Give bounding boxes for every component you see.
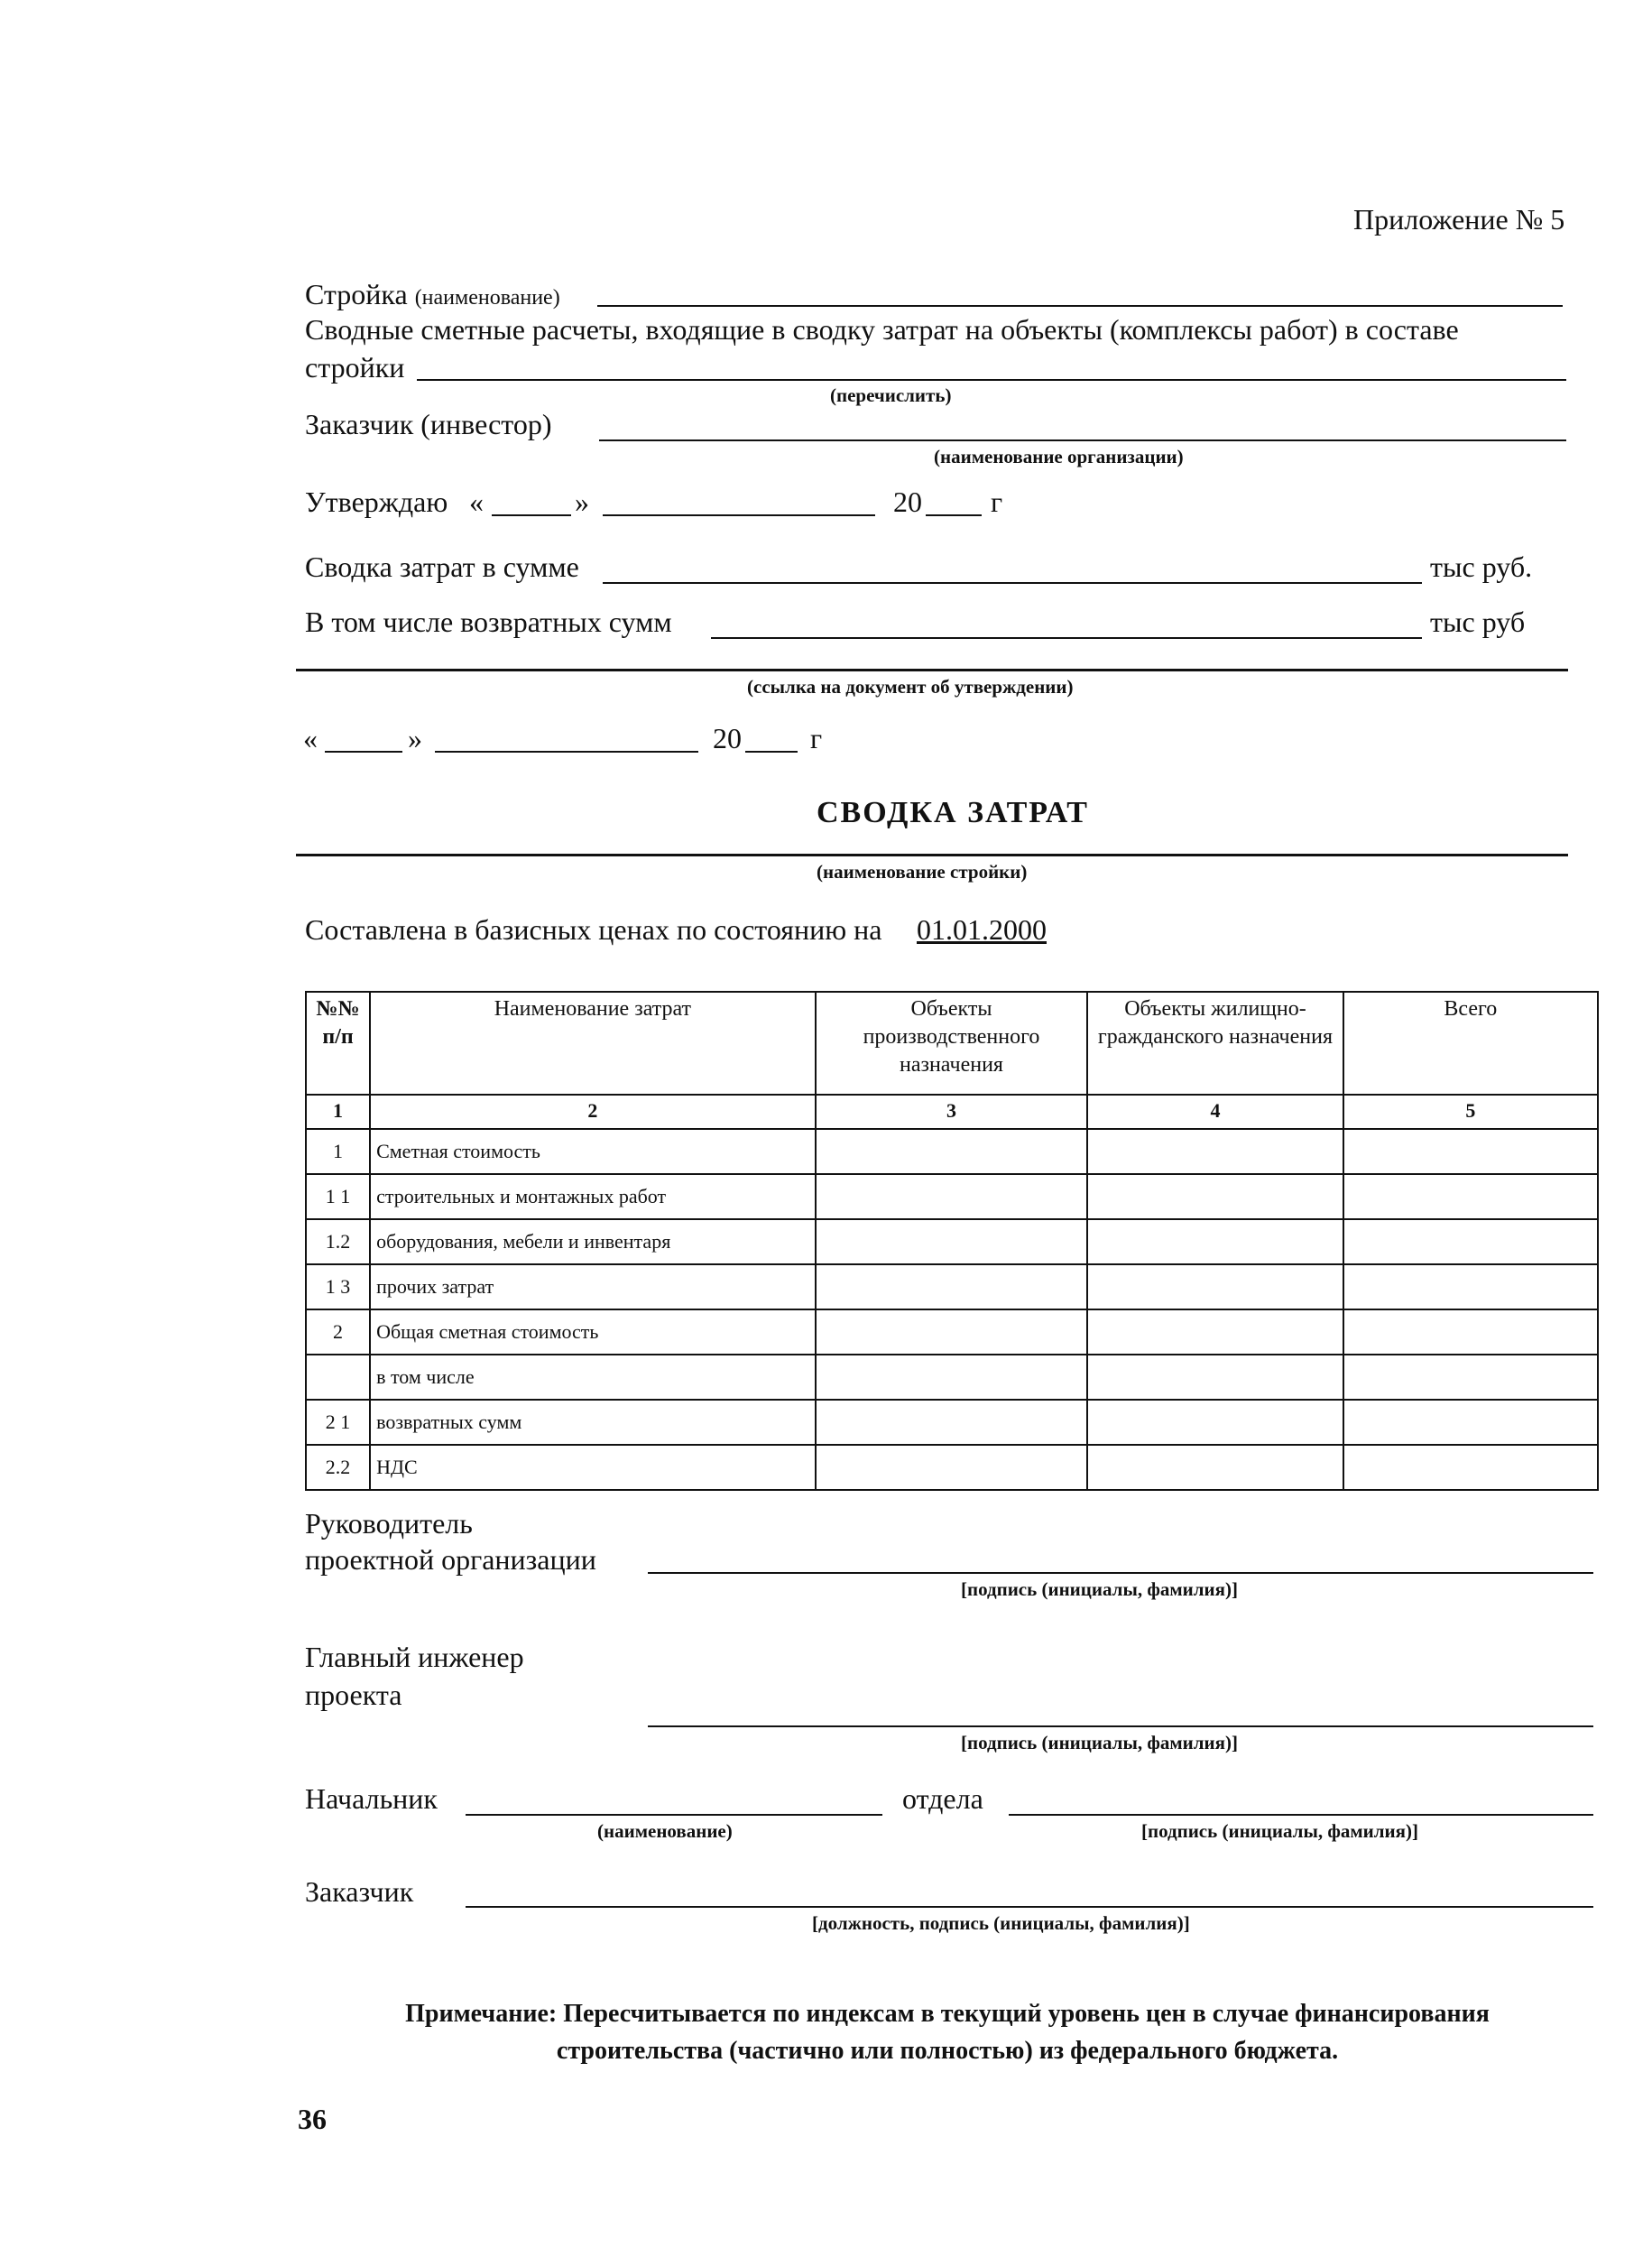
- org-name-hint: (наименование организации): [934, 446, 1184, 467]
- cell-empty[interactable]: [816, 1129, 1088, 1174]
- perechislit-hint: (перечислить): [830, 384, 952, 406]
- year-field-line-2: [745, 751, 798, 753]
- header-total: Всего: [1343, 992, 1598, 1095]
- col-number: 4: [1087, 1095, 1343, 1129]
- table-header-row: [306, 992, 1598, 1095]
- cell-empty[interactable]: [1087, 1219, 1343, 1264]
- glavnyi-signature-line: [648, 1725, 1593, 1727]
- podpis-hint-2: [подпись (инициалы, фамилия)]: [961, 1732, 1239, 1753]
- note-line-1: Примечание: Пересчитывается по индексам в текущий уровень цен в случае финансирования: [405, 2000, 1490, 2028]
- glavnyi-label-2: проекта: [305, 1679, 402, 1711]
- rukovoditel-label-1: Руководитель: [305, 1507, 473, 1540]
- cell-empty[interactable]: [1343, 1355, 1598, 1400]
- row-name: Сметная стоимость: [370, 1129, 816, 1174]
- vozvrat-field-line: [711, 637, 1422, 639]
- stroika-field-line: [597, 305, 1563, 307]
- quote-open: «: [469, 486, 484, 518]
- header-name: Наименование затрат: [370, 992, 816, 1095]
- svodnye-text-1: Сводные сметные расчеты, входящие в сводку затрат на объекты (комплексы работ) в составе: [305, 313, 1459, 346]
- summa-unit: тыс руб.: [1430, 550, 1533, 583]
- cell-empty[interactable]: [1087, 1355, 1343, 1400]
- cell-empty[interactable]: [816, 1219, 1088, 1264]
- dolzhnost-hint: [должность, подпись (инициалы, фамилия)]: [812, 1912, 1190, 1934]
- nachalnik-label: Начальник: [305, 1782, 438, 1815]
- podpis-hint-3: [подпись (инициалы, фамилия)]: [1141, 1820, 1419, 1842]
- stroika-hint: (наименование): [414, 286, 560, 310]
- quote-close: »: [575, 486, 589, 518]
- glavnyi-label-1: Главный инженер: [305, 1641, 524, 1673]
- month-field-line-2: [435, 751, 698, 753]
- year-suffix-2: г: [810, 722, 823, 754]
- summa-field-line: [603, 582, 1422, 584]
- cell-empty[interactable]: [1343, 1264, 1598, 1309]
- appendix-label: Приложение № 5: [1353, 203, 1565, 236]
- cell-empty[interactable]: [816, 1355, 1088, 1400]
- row-number: 1 1: [306, 1174, 370, 1219]
- rukovoditel-signature-line: [648, 1572, 1593, 1574]
- note: [298, 1996, 1597, 2069]
- col-number: 2: [370, 1095, 816, 1129]
- row-number: 1: [306, 1129, 370, 1174]
- svodnye-field-line: [417, 379, 1566, 381]
- ssylka-field-line: [296, 669, 1568, 671]
- table-row: [306, 1355, 1598, 1400]
- stroika-text: Стройка: [305, 278, 408, 310]
- zakazchik-field-line: [599, 439, 1566, 441]
- year-field-line: [926, 514, 982, 516]
- year-suffix: г: [991, 486, 1003, 518]
- svodnye-text-2: стройки: [305, 351, 405, 384]
- row-number: [306, 1355, 370, 1400]
- cell-empty[interactable]: [816, 1174, 1088, 1219]
- base-date: 01.01.2000: [917, 913, 1047, 946]
- zakazchik-investor-label: Заказчик (инвестор): [305, 408, 552, 440]
- vozvrat-unit: тыс руб: [1430, 606, 1526, 638]
- cell-empty[interactable]: [1087, 1400, 1343, 1445]
- row-name: возвратных сумм: [370, 1400, 816, 1445]
- otdela-label: отдела: [902, 1782, 983, 1815]
- cell-empty[interactable]: [1087, 1309, 1343, 1355]
- cell-empty[interactable]: [1343, 1400, 1598, 1445]
- nachalnik-name-line: [466, 1814, 882, 1816]
- cell-empty[interactable]: [1343, 1129, 1598, 1174]
- vozvrat-label: В том числе возвратных сумм: [305, 606, 672, 638]
- cell-empty[interactable]: [1087, 1129, 1343, 1174]
- row-name: Общая сметная стоимость: [370, 1309, 816, 1355]
- summa-label: Сводка затрат в сумме: [305, 550, 579, 583]
- cell-empty[interactable]: [1087, 1445, 1343, 1490]
- cell-empty[interactable]: [816, 1264, 1088, 1309]
- row-number: 1 3: [306, 1264, 370, 1309]
- stroika-name-hint: (наименование стройки): [817, 861, 1028, 883]
- table-column-numbers-row: [306, 1095, 1598, 1129]
- row-number: 2 1: [306, 1400, 370, 1445]
- cell-empty[interactable]: [816, 1445, 1088, 1490]
- header-production: Объекты производственного назначения: [816, 992, 1088, 1095]
- table-row: [306, 1309, 1598, 1355]
- ssylka-hint: (ссылка на документ об утверждении): [747, 676, 1074, 698]
- row-name: НДС: [370, 1445, 816, 1490]
- col-number: 3: [816, 1095, 1088, 1129]
- naimenovanie-hint: (наименование): [597, 1820, 733, 1842]
- cell-empty[interactable]: [1343, 1219, 1598, 1264]
- row-name: прочих затрат: [370, 1264, 816, 1309]
- col-number: 5: [1343, 1095, 1598, 1129]
- zakazchik-signature-line: [466, 1906, 1593, 1908]
- row-name: оборудования, мебели и инвентаря: [370, 1219, 816, 1264]
- day-field-line: [492, 514, 571, 516]
- cell-empty[interactable]: [1343, 1309, 1598, 1355]
- cell-empty[interactable]: [1087, 1174, 1343, 1219]
- table-row: [306, 1219, 1598, 1264]
- note-line-2: строительства (частично или полностью) из федерального бюджета.: [556, 2036, 1339, 2065]
- quote-close-2: »: [408, 722, 422, 754]
- rukovoditel-label-2: проектной организации: [305, 1543, 596, 1576]
- zakazchik-label: Заказчик: [305, 1875, 414, 1908]
- table-row: [306, 1445, 1598, 1490]
- table-row: [306, 1174, 1598, 1219]
- cell-empty[interactable]: [1343, 1174, 1598, 1219]
- year-prefix: 20: [893, 486, 922, 518]
- stroika-label: [305, 278, 560, 311]
- col-number: 1: [306, 1095, 370, 1129]
- cell-empty[interactable]: [1087, 1264, 1343, 1309]
- podpis-hint-1: [подпись (инициалы, фамилия)]: [961, 1578, 1239, 1600]
- header-number: №№ п/п: [306, 992, 370, 1095]
- row-name: в том числе: [370, 1355, 816, 1400]
- table-row: [306, 1129, 1598, 1174]
- year-prefix-2: 20: [713, 722, 742, 754]
- table-row: [306, 1264, 1598, 1309]
- base-prices-text: Составлена в базисных ценах по состоянию на: [305, 913, 882, 946]
- cell-empty[interactable]: [816, 1400, 1088, 1445]
- row-number: 2.2: [306, 1445, 370, 1490]
- header-residential: Объекты жилищно-гражданского назначения: [1087, 992, 1343, 1095]
- row-name: строительных и монтажных работ: [370, 1174, 816, 1219]
- table-row: [306, 1400, 1598, 1445]
- quote-open-2: «: [303, 722, 318, 754]
- page-title: СВОДКА ЗАТРАТ: [817, 796, 1089, 829]
- page-number: 36: [298, 2103, 327, 2135]
- otdela-signature-line: [1009, 1814, 1593, 1816]
- day-field-line-2: [325, 751, 402, 753]
- row-number: 2: [306, 1309, 370, 1355]
- row-number: 1.2: [306, 1219, 370, 1264]
- cell-empty[interactable]: [816, 1309, 1088, 1355]
- stroika-name-field-line: [296, 854, 1568, 856]
- cost-table: [305, 991, 1599, 1491]
- cell-empty[interactable]: [1343, 1445, 1598, 1490]
- month-field-line: [603, 514, 875, 516]
- utverzhdayu-label: Утверждаю: [305, 486, 448, 518]
